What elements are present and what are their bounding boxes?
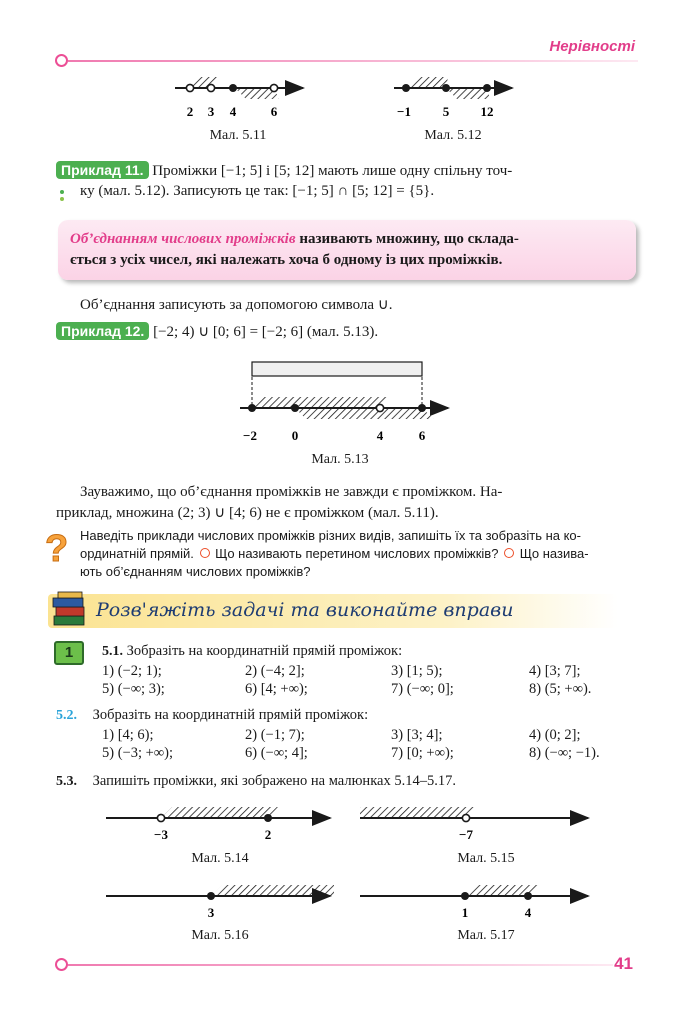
task-5-1-item: 4) [3; 7]; — [529, 663, 581, 679]
figure-5-12 — [390, 66, 520, 124]
section-title: Нерівності — [549, 38, 635, 55]
questions-line2c: Що назива- — [519, 546, 589, 561]
task-5-3-number: 5.3. — [56, 774, 77, 789]
figure-5-15 — [356, 796, 596, 846]
fig514-label: −3 — [154, 827, 168, 842]
figure-5-17 — [356, 874, 596, 924]
definition-term: Об’єднанням числових проміжків — [70, 231, 296, 247]
task-5-1-title: Зобразіть на координатній прямій проміжок: — [126, 643, 403, 659]
fig515-caption: Мал. 5.15 — [457, 851, 515, 866]
task-5-1-item: 8) (5; +∞). — [529, 681, 592, 697]
question-mark-icon — [42, 527, 72, 565]
example-12-text: [−2; 4) ∪ [0; 6] = [−2; 6] (мал. 5.13). — [153, 324, 379, 340]
union-note: Об’єднання записують за допомогою символа ∪. — [80, 297, 393, 313]
page-number: 41 — [614, 954, 633, 973]
task-5-2-item: 5) (−3; +∞); — [102, 745, 173, 761]
task-5-2-item: 4) (0; 2]; — [529, 727, 581, 743]
fig513-label: 4 — [376, 428, 384, 443]
fig514-label: 2 — [264, 827, 272, 842]
task-5-1-item: 1) (−2; 1); — [102, 663, 162, 679]
fig513-label: 6 — [418, 428, 426, 443]
definition-line2: ється з усіх чисел, які належать хоча б одному із цих проміжків. — [70, 252, 503, 268]
example-11-line1: Проміжки [−1; 5] і [5; 12] мають лише одну спільну точ- — [152, 163, 513, 179]
footer-rule — [68, 964, 613, 966]
fig512-caption: Мал. 5.12 — [424, 128, 482, 143]
bullet-ring-icon — [504, 548, 514, 558]
task-5-2-title: Зобразіть на координатній прямій проміжок: — [92, 707, 369, 723]
questions-line3: ють об’єднанням числових проміжків? — [80, 564, 311, 579]
level-1-badge: 1 — [54, 641, 84, 665]
fig517-label: 1 — [461, 905, 469, 920]
example-12-badge: Приклад 12. — [56, 322, 149, 340]
fig516-label: 3 — [207, 905, 215, 920]
header-rule — [68, 60, 638, 62]
example-11-badge: Приклад 11. — [56, 161, 149, 179]
fig511-label: 6 — [270, 104, 278, 119]
fig511-label: 2 — [186, 104, 194, 119]
task-5-1-item: 5) (−∞; 3); — [102, 681, 165, 697]
fig511-label: 3 — [207, 104, 215, 119]
fig514-caption: Мал. 5.14 — [191, 851, 249, 866]
task-5-2-item: 2) (−1; 7); — [245, 727, 305, 743]
task-5-2-item: 3) [3; 4]; — [391, 727, 443, 743]
fig517-caption: Мал. 5.17 — [457, 928, 515, 943]
fig517-label: 4 — [524, 905, 532, 920]
fig513-label: 0 — [291, 428, 299, 443]
fig512-label: 12 — [480, 104, 494, 119]
figure-5-11 — [170, 66, 310, 124]
svg-text:?: ? — [45, 528, 69, 567]
task-5-2-item: 6) (−∞; 4]; — [245, 745, 308, 761]
task-5-1-number: 5.1. — [102, 644, 123, 659]
bullet-ring-icon — [200, 548, 210, 558]
fig512-label: −1 — [397, 104, 411, 119]
task-5-2-item: 1) [4; 6); — [102, 727, 154, 743]
figure-5-16 — [104, 874, 336, 924]
fig513-caption: Мал. 5.13 — [311, 452, 369, 467]
task-5-1-item: 2) (−4; 2]; — [245, 663, 305, 679]
fig511-caption: Мал. 5.11 — [209, 128, 267, 143]
questions-line2b: Що називають перетином числових проміжків? — [215, 546, 499, 561]
fig511-label: 4 — [229, 104, 237, 119]
books-icon — [50, 590, 90, 630]
definition-rest: називають множину, що склада- — [295, 231, 519, 247]
task-5-1-item: 7) (−∞; 0]; — [391, 681, 454, 697]
figure-5-13 — [232, 352, 454, 448]
footer-ring-icon — [55, 958, 68, 971]
task-5-2-item: 8) (−∞; −1). — [529, 745, 600, 761]
task-5-1-item: 6) [4; +∞); — [245, 681, 308, 697]
figure-5-14 — [104, 796, 336, 846]
remark-line2: приклад, множина (2; 3) ∪ [4; 6) не є проміжком (мал. 5.11). — [56, 505, 439, 521]
task-5-2-number: 5.2. — [56, 708, 77, 723]
fig513-label: −2 — [243, 428, 257, 443]
header-ring-icon — [55, 54, 68, 67]
exercises-header-title: Розв'яжіть задачі та виконайте вправи — [96, 599, 514, 621]
fig516-caption: Мал. 5.16 — [191, 928, 249, 943]
remark-line1: Зауважимо, що об’єднання проміжків не завжди є проміжком. На- — [80, 484, 503, 500]
task-5-2-item: 7) [0; +∞); — [391, 745, 454, 761]
fig512-label: 5 — [442, 104, 450, 119]
task-5-3-title: Запишіть проміжки, які зображено на малюнках 5.14–5.17. — [92, 773, 456, 789]
questions-line2a: ординатній прямій. — [80, 546, 194, 561]
questions-line1: Наведіть приклади числових проміжків різних видів, запишіть їх та зобразіть на ко- — [80, 528, 581, 543]
fig515-label: −7 — [459, 827, 473, 842]
task-5-1-item: 3) [1; 5); — [391, 663, 443, 679]
example-11-line2: ку (мал. 5.12). Записують це так: [−1; 5] ∩ [5; 12] = {5}. — [80, 183, 435, 199]
